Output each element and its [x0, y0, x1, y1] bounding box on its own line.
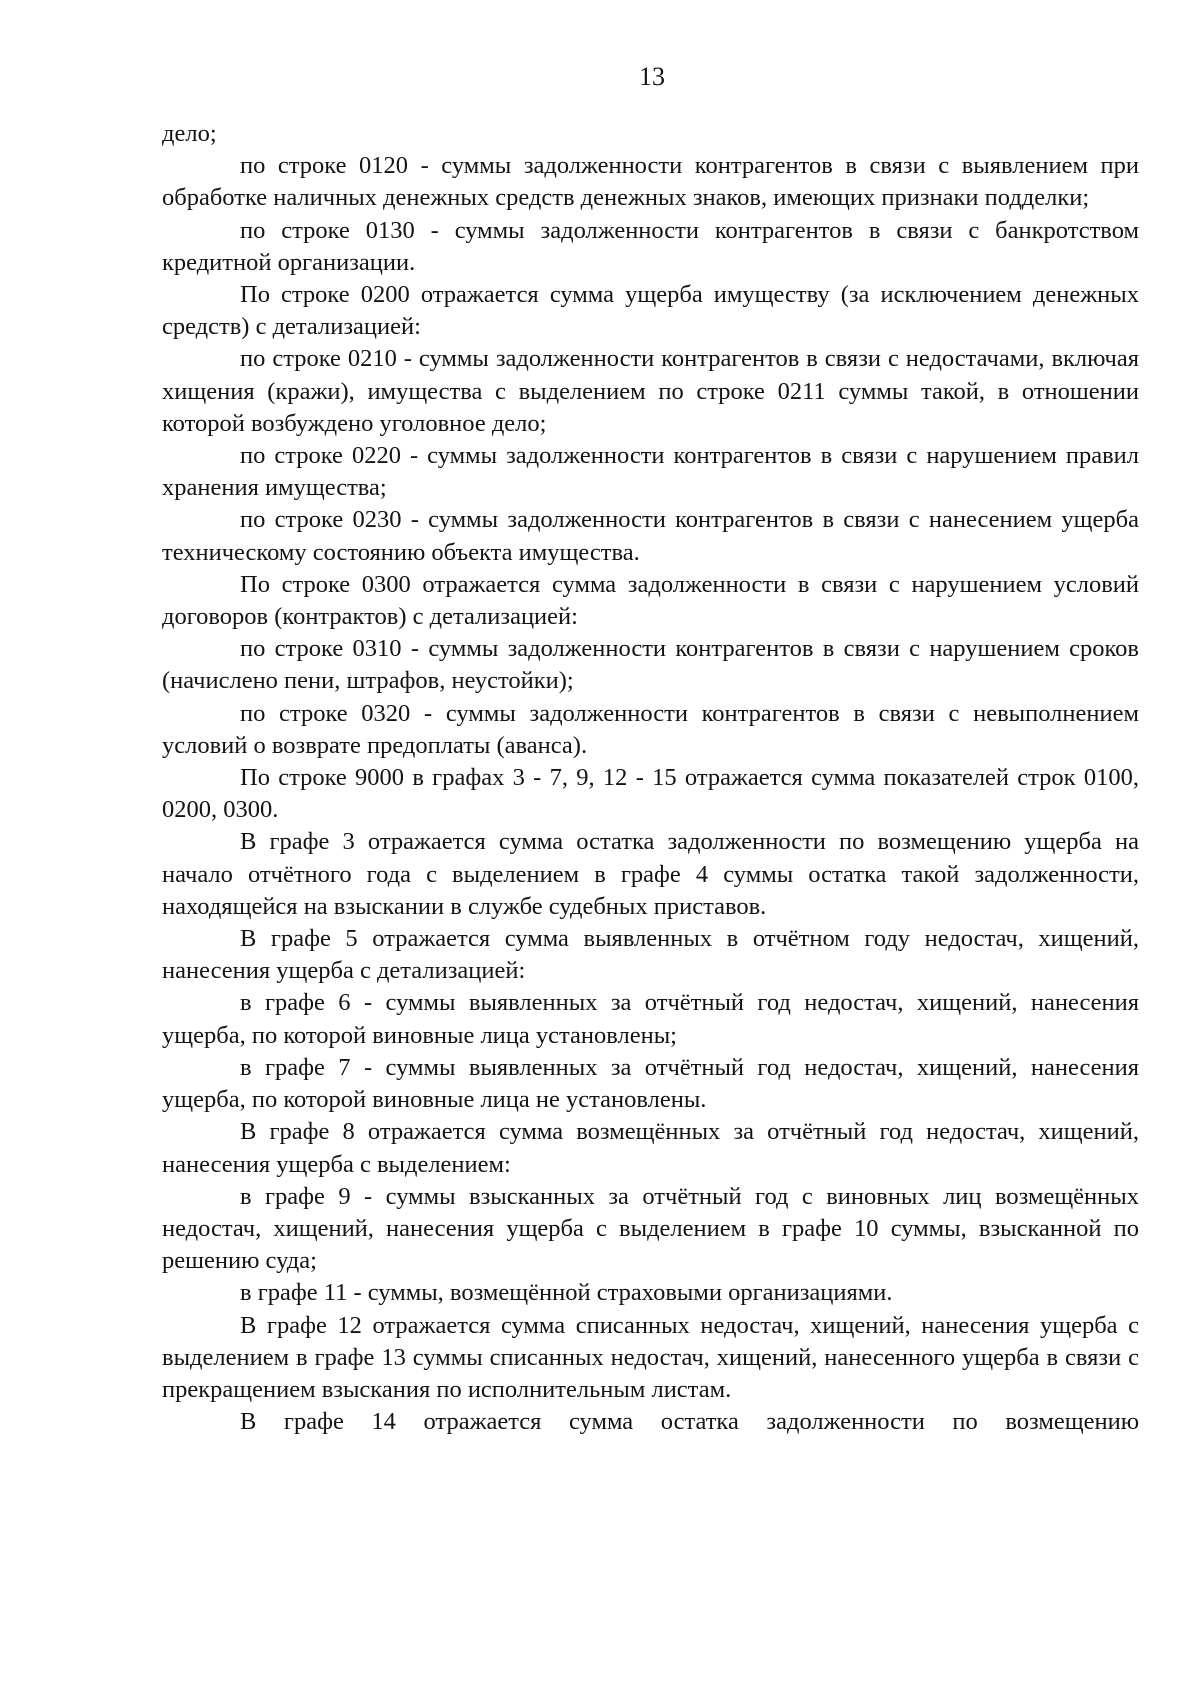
- paragraph: В графе 3 отражается сумма остатка задолженности по возмещению ущерба на начало отчётного года с выделением в графе 4 суммы остатка такой задолженности, находящейся на взыскании в службе судебных приставов.: [162, 828, 1139, 920]
- paragraph: по строке 0230 - суммы задолженности контрагентов в связи с нанесением ущерба техническому состоянию объекта имущества.: [162, 506, 1139, 566]
- paragraph: в графе 6 - суммы выявленных за отчётный год недостач, хищений, нанесения ущерба, по которой виновные лица установлены;: [162, 989, 1139, 1049]
- paragraph: В графе 14 отражается сумма остатка задолженности по возмещению: [240, 1408, 1139, 1436]
- paragraph: В графе 8 отражается сумма возмещённых за отчётный год недостач, хищений, нанесения ущерба с выделением:: [162, 1118, 1139, 1178]
- paragraph: дело;: [162, 120, 217, 147]
- paragraph: по строке 0310 - суммы задолженности контрагентов в связи с нарушением сроков (начислено пени, штрафов, неустойки);: [162, 635, 1139, 695]
- paragraph: по строке 0120 - суммы задолженности контрагентов в связи с выявлением при обработке наличных денежных средств денежных знаков, имеющих признаки подделки;: [162, 152, 1139, 212]
- paragraph: По строке 0300 отражается сумма задолженности в связи с нарушением условий договоров (контрактов) с детализацией:: [162, 570, 1139, 631]
- paragraph: В графе 12 отражается сумма списанных недостач, хищений, нанесения ущерба с выделением в графе 13 суммы списанных недостач, хищений, нанесенного ущерба в связи с прекращением взыскания по исполнительным листам.: [162, 1311, 1139, 1403]
- paragraph: в графе 11 - суммы, возмещённой страховыми организациями.: [240, 1279, 893, 1307]
- paragraph: По строке 0200 отражается сумма ущерба имуществу (за исключением денежных средств) с детализацией:: [162, 281, 1139, 341]
- paragraph: По строке 9000 в графах 3 - 7, 9, 12 - 15 отражается сумма показателей строк 0100, 0200, 0300.: [162, 764, 1139, 824]
- paragraph: по строке 0210 - суммы задолженности контрагентов в связи с недостачами, включая хищения (кражи), имущества с выделением по строке 0211 суммы такой, в отношении которой возбуждено уголовное дело;: [162, 345, 1139, 437]
- document-body: [162, 118, 1139, 1438]
- paragraph: в графе 9 - суммы взысканных за отчётный год с виновных лиц возмещённых недостач, хищений, нанесения ущерба с выделением в графе 10 суммы, взысканной по решению суда;: [162, 1182, 1139, 1275]
- paragraph: В графе 5 отражается сумма выявленных в отчётном году недостач, хищений, нанесения ущерба с детализацией:: [162, 925, 1139, 985]
- page-number: 13: [639, 62, 665, 91]
- paragraph: по строке 0320 - суммы задолженности контрагентов в связи с невыполнением условий о возврате предоплаты (аванса).: [162, 699, 1139, 759]
- paragraph: по строке 0130 - суммы задолженности контрагентов в связи с банкротством кредитной организации.: [162, 216, 1139, 276]
- paragraph: в графе 7 - суммы выявленных за отчётный год недостач, хищений, нанесения ущерба, по которой виновные лица не установлены.: [162, 1053, 1139, 1114]
- paragraph: по строке 0220 - суммы задолженности контрагентов в связи с нарушением правил хранения имущества;: [162, 442, 1139, 502]
